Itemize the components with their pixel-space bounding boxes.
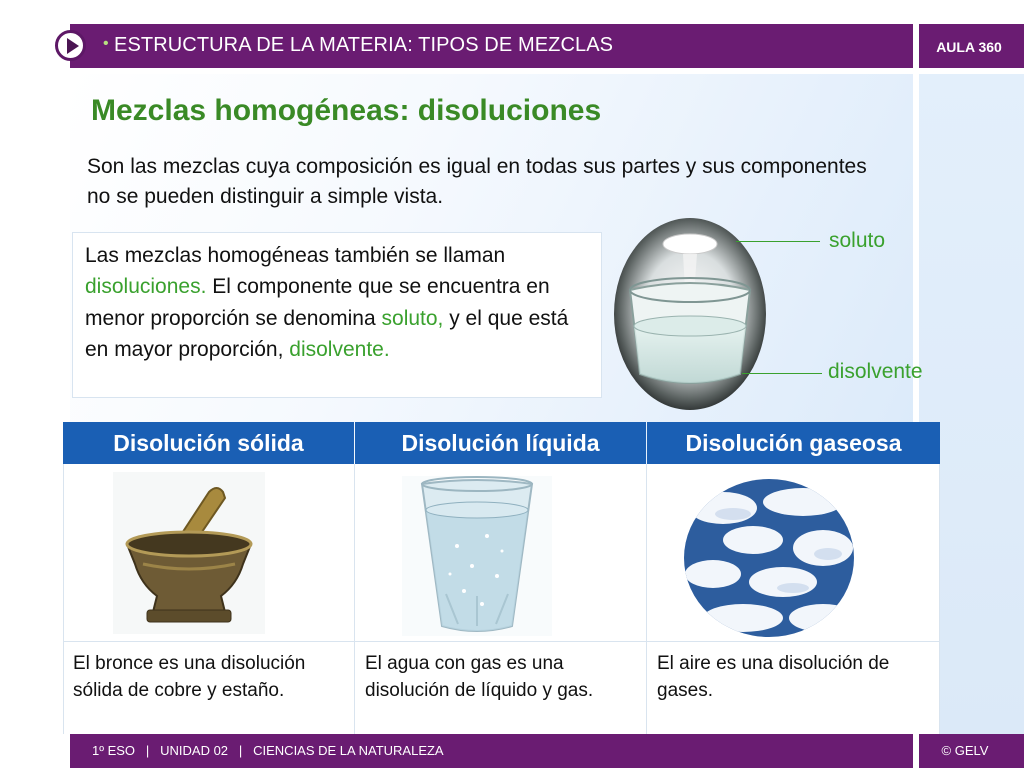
gas-solution-description: El aire es una disolución de gases. (657, 653, 890, 701)
intro-paragraph: Son las mezclas cuya composición es igual en todas sus partes y sus componentes no se pueden distinguir a simple vista. (87, 155, 867, 208)
term-disoluciones: disoluciones. (85, 275, 207, 299)
column-divider (354, 464, 355, 734)
header-title: ESTRUCTURA DE LA MATERIA: TIPOS DE MEZCLAS (114, 34, 614, 56)
table-left-border (63, 464, 64, 734)
footer-level: 1º ESO (92, 743, 136, 758)
info-text-1: Las mezclas homogéneas también se llaman (85, 244, 506, 267)
mortar-pestle-image (113, 472, 265, 634)
column-divider (646, 464, 647, 734)
solute-leader-line (736, 241, 820, 242)
term-soluto: soluto, (381, 306, 444, 330)
liquid-solution-description: El agua con gas es una disolución de líquido y gas. (365, 653, 594, 701)
term-disolvente: disolvente. (289, 337, 390, 361)
footer-separator: | (145, 743, 150, 758)
footer-unit: UNIDAD 02 (160, 743, 229, 758)
info-text-3: y el que está en mayor proporción, (85, 306, 569, 361)
solution-glass-image (612, 216, 768, 412)
copyright: © GELV (941, 743, 989, 758)
table-right-border (939, 464, 940, 734)
info-paragraph (85, 240, 595, 365)
solvent-label: disolvente (828, 360, 923, 383)
table-header-liquid: Disolución líquida (355, 422, 646, 464)
footer-breadcrumb (92, 743, 444, 759)
info-text-2: El componente que se encuentra en menor proporción se denomina (85, 275, 550, 330)
bullet-icon: • (103, 35, 109, 52)
footer-subject: CIENCIAS DE LA NATURALEZA (253, 743, 444, 758)
aula-badge: AULA 360 (936, 39, 1002, 55)
solid-solution-description: El bronce es una disolución sólida de cobre y estaño. (73, 653, 306, 701)
cloudy-sky-image (683, 478, 855, 638)
table-header-solid: Disolución sólida (63, 422, 354, 464)
row-divider (63, 641, 940, 642)
play-icon[interactable] (55, 30, 86, 61)
solute-label: soluto (829, 229, 886, 252)
table-header-gas: Disolución gaseosa (647, 422, 940, 464)
footer-separator: | (238, 743, 243, 758)
slide-heading: Mezclas homogéneas: disoluciones (91, 94, 602, 127)
solvent-leader-line (742, 373, 822, 374)
sparkling-water-image (402, 476, 552, 636)
